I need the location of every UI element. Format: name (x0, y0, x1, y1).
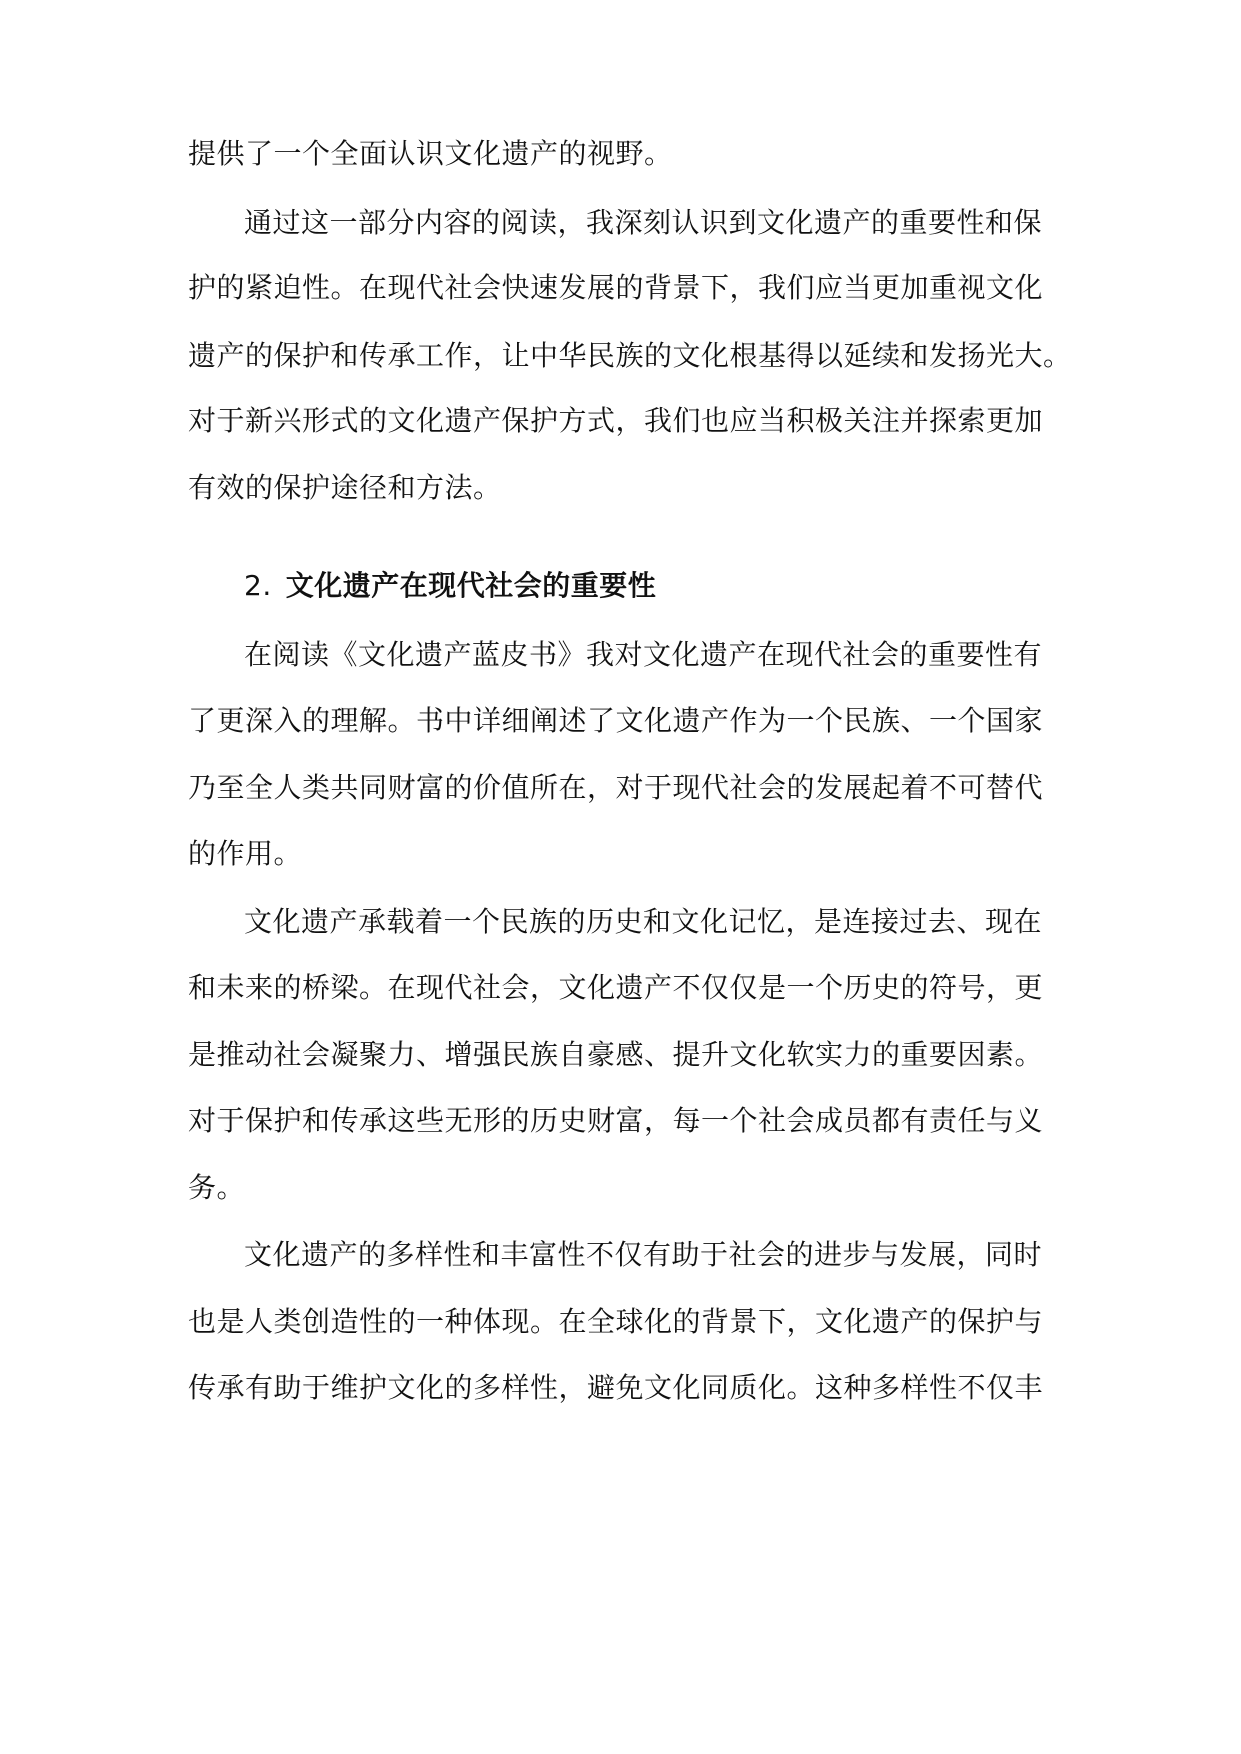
text-line: 也是人类创造性的一种体现。在全球化的背景下，文化遗产的保护与 (188, 1305, 1044, 1338)
text-line: 的作用。 (188, 837, 303, 870)
text-line: 传承有助于维护文化的多样性，避免文化同质化。这种多样性不仅丰 (188, 1371, 1044, 1404)
text-line: 遗产的保护和传承工作，让中华民族的文化根基得以延续和发扬光大。 (188, 339, 1072, 372)
section-heading (244, 566, 1124, 606)
text-line: 文化遗产的多样性和丰富性不仅有助于社会的进步与发展，同时 (244, 1238, 1043, 1271)
text-line: 务。 (188, 1171, 246, 1204)
text-line: 有效的保护途径和方法。 (188, 471, 502, 504)
text-line: 是推动社会凝聚力、增强民族自豪感、提升文化软实力的重要因素。 (188, 1038, 1044, 1071)
text-line: 对于新兴形式的文化遗产保护方式，我们也应当积极关注并探索更加 (188, 404, 1044, 437)
text-line: 了更深入的理解。书中详细阐述了文化遗产作为一个民族、一个国家 (188, 704, 1044, 737)
section-title: 文化遗产在现代社会的重要性 (285, 569, 657, 602)
text-line: 护的紧迫性。在现代社会快速发展的背景下，我们应当更加重视文化 (188, 271, 1044, 304)
text-line: 和未来的桥梁。在现代社会，文化遗产不仅仅是一个历史的符号，更 (188, 971, 1044, 1004)
text-line: 在阅读《文化遗产蓝皮书》我对文化遗产在现代社会的重要性有 (244, 638, 1043, 671)
text-line: 提供了一个全面认识文化遗产的视野。 (188, 137, 673, 170)
text-line: 乃至全人类共同财富的价值所在，对于现代社会的发展起着不可替代 (188, 771, 1044, 804)
text-line: 文化遗产承载着一个民族的历史和文化记忆，是连接过去、现在 (244, 905, 1043, 938)
text-line: 通过这一部分内容的阅读，我深刻认识到文化遗产的重要性和保 (244, 206, 1043, 239)
section-number: 2. (244, 569, 272, 602)
text-line: 对于保护和传承这些无形的历史财富，每一个社会成员都有责任与义 (188, 1104, 1044, 1137)
